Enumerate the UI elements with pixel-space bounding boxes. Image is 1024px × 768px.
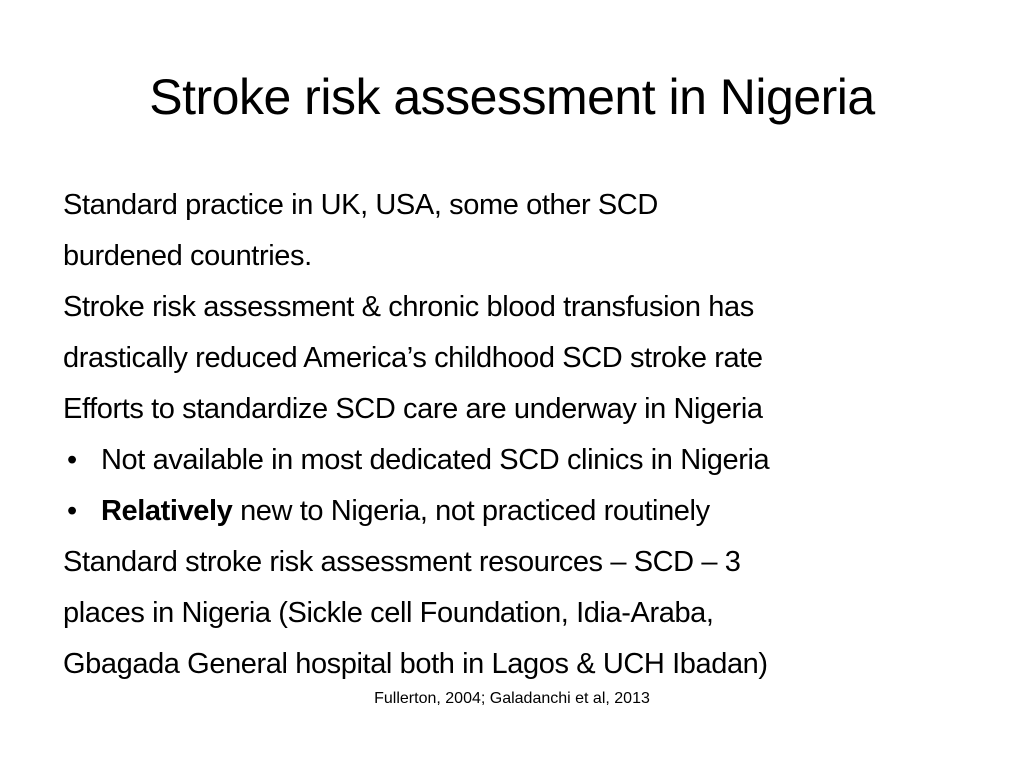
bullet-bold-text: Relatively (101, 495, 233, 527)
slide-title: Stroke risk assessment in Nigeria (149, 69, 875, 125)
bullet-text: Not available in most dedicated SCD clinics in Nigeria (101, 444, 770, 476)
bullet-item (63, 435, 993, 486)
body-line: drastically reduced America’s childhood SCD stroke rate (63, 342, 763, 374)
body-line: Gbagada General hospital both in Lagos & UCH Ibadan) (63, 648, 768, 680)
bullet-marker: • (67, 495, 77, 527)
body-line: burdened countries. (63, 240, 312, 272)
body-line: Efforts to standardize SCD care are underway in Nigeria (63, 393, 763, 425)
body-line: Stroke risk assessment & chronic blood transfusion has (63, 291, 754, 323)
slide-body (63, 180, 993, 690)
bullet-text: new to Nigeria, not practiced routinely (232, 495, 710, 527)
body-line: Standard stroke risk assessment resources – SCD – 3 (63, 546, 741, 578)
bullet-item (63, 486, 993, 537)
body-line: Standard practice in UK, USA, some other SCD (63, 189, 658, 221)
bullet-marker: • (67, 444, 77, 476)
body-line: places in Nigeria (Sickle cell Foundation, Idia-Araba, (63, 597, 714, 629)
citation: Fullerton, 2004; Galadanchi et al, 2013 (374, 690, 650, 707)
